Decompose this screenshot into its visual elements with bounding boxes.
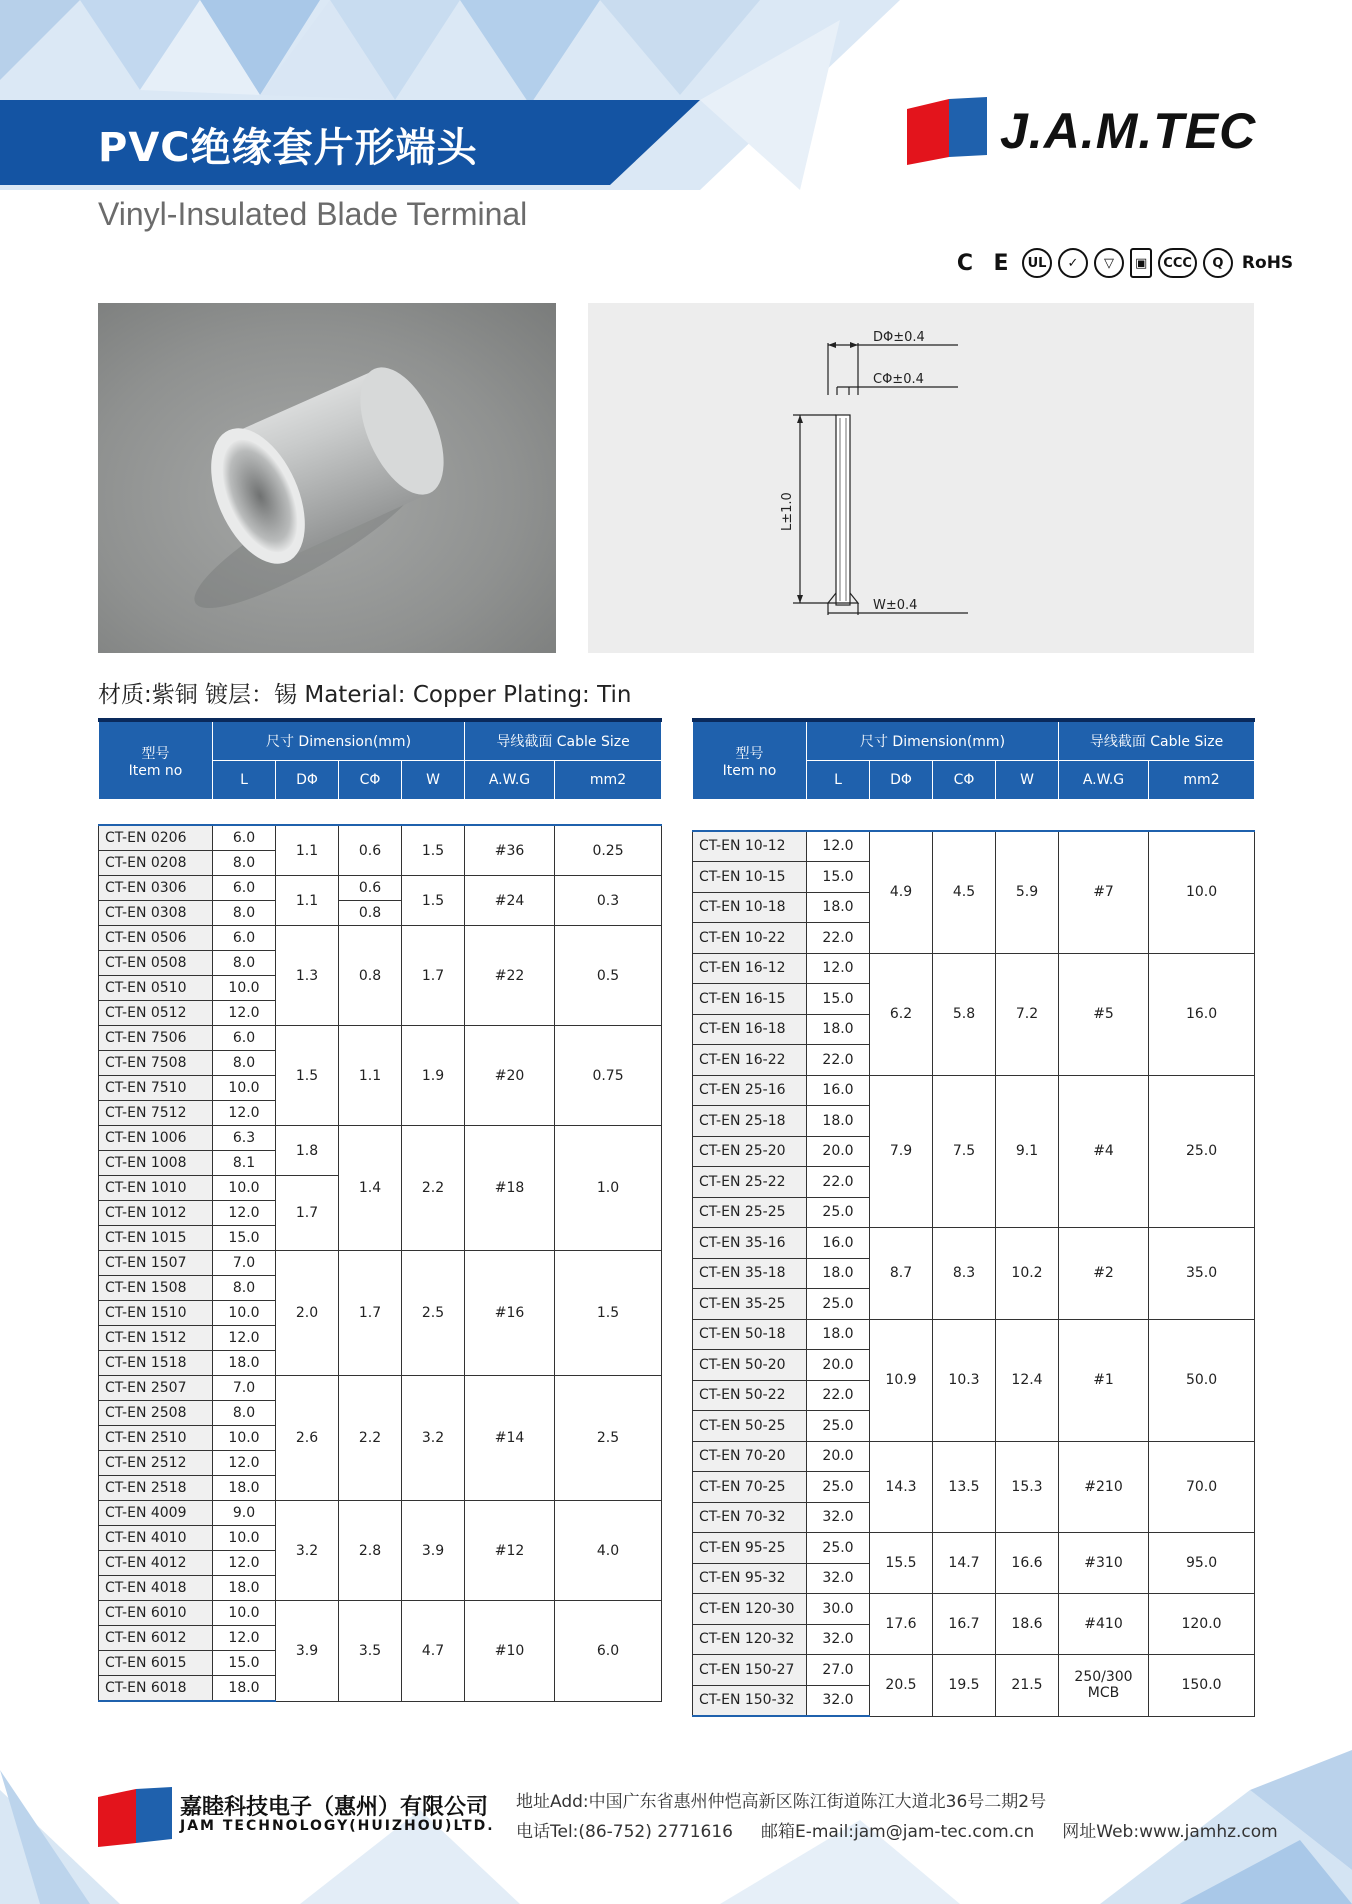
cell-item-no: CT-EN 7508 xyxy=(99,1051,213,1076)
header-item: 型号 Item no xyxy=(99,720,213,800)
cell-c: 1.4 xyxy=(339,1126,402,1251)
cell-l: 12.0 xyxy=(213,1451,276,1476)
cell-d: 2.6 xyxy=(276,1376,339,1501)
cell-l: 6.0 xyxy=(213,926,276,951)
table-row xyxy=(693,953,1255,984)
cell-c: 14.7 xyxy=(933,1533,996,1594)
cell-mm2: 16.0 xyxy=(1149,953,1255,1075)
cell-d: 15.5 xyxy=(870,1533,933,1594)
cell-w: 5.9 xyxy=(996,831,1059,954)
cell-l: 12.0 xyxy=(807,953,870,984)
cell-l: 10.0 xyxy=(213,1601,276,1626)
cell-c: 10.3 xyxy=(933,1319,996,1441)
cell-item-no: CT-EN 6012 xyxy=(99,1626,213,1651)
cell-c: 16.7 xyxy=(933,1594,996,1655)
cell-l: 8.0 xyxy=(213,1276,276,1301)
company-web[interactable]: 网址Web:www.jamhz.com xyxy=(1062,1822,1278,1842)
cert-mark-icon: ▣ xyxy=(1130,248,1152,278)
cell-c: 0.6 xyxy=(339,825,402,876)
cell-item-no: CT-EN 1015 xyxy=(99,1226,213,1251)
cell-l: 25.0 xyxy=(807,1533,870,1564)
table-row xyxy=(693,1655,1255,1686)
header-d: DΦ xyxy=(870,761,933,800)
cell-d: 6.2 xyxy=(870,953,933,1075)
cell-item-no: CT-EN 50-20 xyxy=(693,1350,807,1381)
cell-mm2: 0.3 xyxy=(555,876,662,926)
cell-mm2: 50.0 xyxy=(1149,1319,1255,1441)
cell-l: 10.0 xyxy=(213,1076,276,1101)
cell-item-no: CT-EN 70-20 xyxy=(693,1441,807,1472)
cell-awg: #36 xyxy=(465,825,555,876)
cell-item-no: CT-EN 0208 xyxy=(99,851,213,876)
cell-l: 10.0 xyxy=(213,1176,276,1201)
cell-item-no: CT-EN 4012 xyxy=(99,1551,213,1576)
cell-awg: #16 xyxy=(465,1251,555,1376)
cell-l: 10.0 xyxy=(213,976,276,1001)
cell-item-no: CT-EN 2510 xyxy=(99,1426,213,1451)
cell-item-no: CT-EN 0206 xyxy=(99,825,213,851)
cell-awg: #210 xyxy=(1059,1441,1149,1533)
table-row xyxy=(99,1126,662,1151)
cell-l: 16.0 xyxy=(807,1075,870,1106)
spec-table-left-body xyxy=(99,800,662,1702)
cell-c: 0.8 xyxy=(339,901,402,926)
cell-item-no: CT-EN 35-16 xyxy=(693,1228,807,1259)
cell-item-no: CT-EN 0306 xyxy=(99,876,213,901)
header-awg: A.W.G xyxy=(465,761,555,800)
cell-item-no: CT-EN 1008 xyxy=(99,1151,213,1176)
cell-d: 4.9 xyxy=(870,831,933,954)
cell-w: 10.2 xyxy=(996,1228,1059,1320)
cell-l: 27.0 xyxy=(807,1655,870,1686)
cell-w: 9.1 xyxy=(996,1075,1059,1228)
cell-l: 22.0 xyxy=(807,1380,870,1411)
cell-l: 20.0 xyxy=(807,1136,870,1167)
cell-l: 30.0 xyxy=(807,1594,870,1625)
table-row xyxy=(693,1594,1255,1625)
cell-l: 10.0 xyxy=(213,1526,276,1551)
cell-mm2: 150.0 xyxy=(1149,1655,1255,1717)
cell-item-no: CT-EN 7512 xyxy=(99,1101,213,1126)
cell-item-no: CT-EN 0510 xyxy=(99,976,213,1001)
cell-mm2: 1.0 xyxy=(555,1126,662,1251)
company-tel: 电话Tel:(86-752) 2771616 xyxy=(516,1822,733,1842)
cell-awg: 250/300 MCB xyxy=(1059,1655,1149,1717)
cell-l: 25.0 xyxy=(807,1197,870,1228)
label-l: L±1.0 xyxy=(780,492,795,531)
cell-item-no: CT-EN 6018 xyxy=(99,1676,213,1702)
cell-l: 18.0 xyxy=(807,1106,870,1137)
cell-l: 15.0 xyxy=(213,1226,276,1251)
cell-l: 18.0 xyxy=(213,1576,276,1601)
cell-awg: #7 xyxy=(1059,831,1149,954)
company-contacts xyxy=(516,1817,1278,1842)
cell-awg: #2 xyxy=(1059,1228,1149,1320)
cell-item-no: CT-EN 10-22 xyxy=(693,923,807,954)
cell-item-no: CT-EN 4010 xyxy=(99,1526,213,1551)
cell-w: 2.5 xyxy=(402,1251,465,1376)
header-w: W xyxy=(402,761,465,800)
cell-mm2: 0.5 xyxy=(555,926,662,1026)
cell-item-no: CT-EN 16-15 xyxy=(693,984,807,1015)
header-w: W xyxy=(996,761,1059,800)
cell-awg: #24 xyxy=(465,876,555,926)
cell-mm2: 70.0 xyxy=(1149,1441,1255,1533)
cell-item-no: CT-EN 10-12 xyxy=(693,831,807,862)
cell-l: 12.0 xyxy=(213,1201,276,1226)
rohs-icon: RoHS xyxy=(1241,253,1294,273)
cell-item-no: CT-EN 25-20 xyxy=(693,1136,807,1167)
cell-item-no: CT-EN 70-32 xyxy=(693,1502,807,1533)
cell-item-no: CT-EN 120-30 xyxy=(693,1594,807,1625)
cell-d: 2.0 xyxy=(276,1251,339,1376)
cell-c: 7.5 xyxy=(933,1075,996,1228)
spec-table-left xyxy=(98,718,662,1702)
cell-d: 1.5 xyxy=(276,1026,339,1126)
cell-awg: #4 xyxy=(1059,1075,1149,1228)
cell-c: 1.1 xyxy=(339,1026,402,1126)
cell-l: 7.0 xyxy=(213,1251,276,1276)
cell-mm2: 95.0 xyxy=(1149,1533,1255,1594)
cell-item-no: CT-EN 0506 xyxy=(99,926,213,951)
cell-item-no: CT-EN 10-18 xyxy=(693,892,807,923)
cell-l: 32.0 xyxy=(807,1502,870,1533)
cell-item-no: CT-EN 1006 xyxy=(99,1126,213,1151)
header-mm2: mm2 xyxy=(1149,761,1255,800)
table-row xyxy=(99,926,662,951)
cell-c: 13.5 xyxy=(933,1441,996,1533)
cell-awg: #20 xyxy=(465,1026,555,1126)
certification-marks xyxy=(950,245,1296,281)
cell-w: 18.6 xyxy=(996,1594,1059,1655)
cell-w: 16.6 xyxy=(996,1533,1059,1594)
cell-d: 8.7 xyxy=(870,1228,933,1320)
cell-item-no: CT-EN 50-18 xyxy=(693,1319,807,1350)
cell-l: 8.0 xyxy=(213,1401,276,1426)
cell-l: 20.0 xyxy=(807,1350,870,1381)
cell-l: 8.1 xyxy=(213,1151,276,1176)
cell-l: 25.0 xyxy=(807,1289,870,1320)
table-row xyxy=(99,1601,662,1626)
cell-d: 1.3 xyxy=(276,926,339,1026)
cell-l: 18.0 xyxy=(807,1319,870,1350)
cell-item-no: CT-EN 7510 xyxy=(99,1076,213,1101)
cell-mm2: 10.0 xyxy=(1149,831,1255,954)
cell-d: 3.2 xyxy=(276,1501,339,1601)
cell-w: 7.2 xyxy=(996,953,1059,1075)
cell-item-no: CT-EN 6010 xyxy=(99,1601,213,1626)
cell-item-no: CT-EN 120-32 xyxy=(693,1624,807,1655)
footer-logo-mark xyxy=(98,1787,174,1847)
cell-item-no: CT-EN 2507 xyxy=(99,1376,213,1401)
cell-item-no: CT-EN 1518 xyxy=(99,1351,213,1376)
cell-d: 20.5 xyxy=(870,1655,933,1717)
cell-mm2: 2.5 xyxy=(555,1376,662,1501)
page-subtitle: Vinyl-Insulated Blade Terminal xyxy=(98,196,528,232)
cell-awg: #1 xyxy=(1059,1319,1149,1441)
cell-item-no: CT-EN 1510 xyxy=(99,1301,213,1326)
product-photo xyxy=(98,303,556,653)
cell-l: 15.0 xyxy=(807,862,870,893)
cell-item-no: CT-EN 6015 xyxy=(99,1651,213,1676)
cell-l: 32.0 xyxy=(807,1685,870,1716)
cell-l: 10.0 xyxy=(213,1426,276,1451)
cell-l: 15.0 xyxy=(807,984,870,1015)
cell-item-no: CT-EN 1507 xyxy=(99,1251,213,1276)
cell-item-no: CT-EN 35-18 xyxy=(693,1258,807,1289)
cell-l: 9.0 xyxy=(213,1501,276,1526)
cell-l: 18.0 xyxy=(213,1351,276,1376)
table-row xyxy=(693,1533,1255,1564)
header-dimension: 尺寸 Dimension(mm) xyxy=(213,720,465,761)
cell-awg: #22 xyxy=(465,926,555,1026)
cell-item-no: CT-EN 0512 xyxy=(99,1001,213,1026)
cell-c: 2.2 xyxy=(339,1376,402,1501)
cell-item-no: CT-EN 16-22 xyxy=(693,1045,807,1076)
cell-l: 22.0 xyxy=(807,923,870,954)
cell-mm2: 120.0 xyxy=(1149,1594,1255,1655)
dimension-drawing xyxy=(588,303,1254,653)
cell-item-no: CT-EN 1512 xyxy=(99,1326,213,1351)
cell-l: 8.0 xyxy=(213,1051,276,1076)
company-name-en: JAM TECHNOLOGY(HUIZHOU)LTD. xyxy=(180,1818,495,1834)
cell-awg: #18 xyxy=(465,1126,555,1251)
table-row xyxy=(693,1319,1255,1350)
table-row xyxy=(99,1376,662,1401)
cell-l: 6.0 xyxy=(213,825,276,851)
cell-w: 21.5 xyxy=(996,1655,1059,1717)
cell-l: 18.0 xyxy=(807,1014,870,1045)
label-d: DΦ±0.4 xyxy=(873,330,925,345)
cell-l: 12.0 xyxy=(213,1001,276,1026)
cell-l: 8.0 xyxy=(213,951,276,976)
header-d: DΦ xyxy=(276,761,339,800)
header-c: CΦ xyxy=(933,761,996,800)
q-mark-icon: Q xyxy=(1203,248,1233,278)
cell-l: 32.0 xyxy=(807,1624,870,1655)
cell-w: 4.7 xyxy=(402,1601,465,1702)
cell-w: 3.2 xyxy=(402,1376,465,1501)
cell-d: 10.9 xyxy=(870,1319,933,1441)
cell-l: 12.0 xyxy=(213,1551,276,1576)
cell-l: 16.0 xyxy=(807,1228,870,1259)
cell-l: 12.0 xyxy=(213,1626,276,1651)
cell-l: 12.0 xyxy=(807,831,870,862)
cert-mark-icon: ▽ xyxy=(1094,248,1124,278)
cell-d: 3.9 xyxy=(276,1601,339,1702)
table-row xyxy=(99,825,662,851)
cell-d: 1.8 xyxy=(276,1126,339,1176)
header-l: L xyxy=(213,761,276,800)
cell-l: 7.0 xyxy=(213,1376,276,1401)
material-spec: 材质:紫铜 镀层：锡 Material: Copper Plating: Tin xyxy=(98,682,632,708)
company-name-cn: 嘉睦科技电子（惠州）有限公司 xyxy=(180,1795,489,1820)
company-email[interactable]: 邮箱E-mail:jam@jam-tec.com.cn xyxy=(761,1822,1035,1842)
label-c: CΦ±0.4 xyxy=(873,372,924,387)
cell-mm2: 35.0 xyxy=(1149,1228,1255,1320)
cell-awg: #10 xyxy=(465,1601,555,1702)
cell-item-no: CT-EN 50-25 xyxy=(693,1411,807,1442)
cell-c: 19.5 xyxy=(933,1655,996,1717)
cell-l: 6.0 xyxy=(213,876,276,901)
cell-w: 12.4 xyxy=(996,1319,1059,1441)
cell-l: 8.0 xyxy=(213,901,276,926)
cell-item-no: CT-EN 25-22 xyxy=(693,1167,807,1198)
cell-item-no: CT-EN 2512 xyxy=(99,1451,213,1476)
cell-w: 1.5 xyxy=(402,876,465,926)
cell-l: 18.0 xyxy=(213,1476,276,1501)
cell-item-no: CT-EN 2508 xyxy=(99,1401,213,1426)
page-title: PVC绝缘套片形端头 xyxy=(98,125,478,171)
brand-name: J.A.M.TEC xyxy=(1000,103,1257,159)
cell-item-no: CT-EN 95-32 xyxy=(693,1563,807,1594)
cell-c: 4.5 xyxy=(933,831,996,954)
cell-d: 1.1 xyxy=(276,825,339,876)
cell-l: 18.0 xyxy=(807,1258,870,1289)
cell-item-no: CT-EN 4018 xyxy=(99,1576,213,1601)
cell-awg: #410 xyxy=(1059,1594,1149,1655)
table-row xyxy=(99,1026,662,1051)
cell-l: 6.3 xyxy=(213,1126,276,1151)
cell-mm2: 0.25 xyxy=(555,825,662,876)
cell-w: 2.2 xyxy=(402,1126,465,1251)
cell-c: 1.7 xyxy=(339,1251,402,1376)
cell-l: 12.0 xyxy=(213,1101,276,1126)
header-cable-size: 导线截面 Cable Size xyxy=(465,720,662,761)
cell-item-no: CT-EN 1508 xyxy=(99,1276,213,1301)
header-c: CΦ xyxy=(339,761,402,800)
cell-c: 3.5 xyxy=(339,1601,402,1702)
cell-item-no: CT-EN 150-32 xyxy=(693,1685,807,1716)
cell-l: 32.0 xyxy=(807,1563,870,1594)
table-row xyxy=(693,831,1255,862)
cell-item-no: CT-EN 10-15 xyxy=(693,862,807,893)
cell-item-no: CT-EN 1012 xyxy=(99,1201,213,1226)
cert-mark-icon: ✓ xyxy=(1058,248,1088,278)
cell-item-no: CT-EN 70-25 xyxy=(693,1472,807,1503)
cell-item-no: CT-EN 16-18 xyxy=(693,1014,807,1045)
cell-item-no: CT-EN 0308 xyxy=(99,901,213,926)
cell-mm2: 0.75 xyxy=(555,1026,662,1126)
cell-item-no: CT-EN 50-22 xyxy=(693,1380,807,1411)
cell-l: 10.0 xyxy=(213,1301,276,1326)
cell-w: 1.5 xyxy=(402,825,465,876)
table-row xyxy=(693,1228,1255,1259)
ce-c-icon: C xyxy=(956,250,974,276)
header-l: L xyxy=(807,761,870,800)
header-cable-size: 导线截面 Cable Size xyxy=(1059,720,1255,761)
cell-l: 18.0 xyxy=(807,892,870,923)
cell-item-no: CT-EN 150-27 xyxy=(693,1655,807,1686)
cell-item-no: CT-EN 25-16 xyxy=(693,1075,807,1106)
cell-item-no: CT-EN 4009 xyxy=(99,1501,213,1526)
cell-item-no: CT-EN 95-25 xyxy=(693,1533,807,1564)
cell-l: 20.0 xyxy=(807,1441,870,1472)
cell-mm2: 1.5 xyxy=(555,1251,662,1376)
cell-mm2: 25.0 xyxy=(1149,1075,1255,1228)
spec-table-right xyxy=(692,718,1255,1717)
cell-l: 6.0 xyxy=(213,1026,276,1051)
cell-l: 15.0 xyxy=(213,1651,276,1676)
table-row xyxy=(99,1501,662,1526)
table-row xyxy=(693,1441,1255,1472)
ce-e-icon: E xyxy=(993,250,1009,276)
cell-awg: #310 xyxy=(1059,1533,1149,1594)
cell-mm2: 4.0 xyxy=(555,1501,662,1601)
cell-item-no: CT-EN 2518 xyxy=(99,1476,213,1501)
header-mm2: mm2 xyxy=(555,761,662,800)
table-row xyxy=(99,876,662,901)
cell-item-no: CT-EN 7506 xyxy=(99,1026,213,1051)
cell-d: 14.3 xyxy=(870,1441,933,1533)
cell-c: 0.8 xyxy=(339,926,402,1026)
cell-c: 2.8 xyxy=(339,1501,402,1601)
ul-icon: UL xyxy=(1022,248,1052,278)
cell-awg: #14 xyxy=(465,1376,555,1501)
cell-d: 1.7 xyxy=(276,1176,339,1251)
cell-d: 17.6 xyxy=(870,1594,933,1655)
label-w: W±0.4 xyxy=(873,598,918,613)
header-dimension: 尺寸 Dimension(mm) xyxy=(807,720,1059,761)
cell-l: 22.0 xyxy=(807,1045,870,1076)
cell-awg: #5 xyxy=(1059,953,1149,1075)
spec-table-right-body xyxy=(693,800,1255,1717)
ccc-icon: CCC xyxy=(1158,248,1197,278)
cell-item-no: CT-EN 35-25 xyxy=(693,1289,807,1320)
cell-d: 1.1 xyxy=(276,876,339,926)
cell-item-no: CT-EN 1010 xyxy=(99,1176,213,1201)
cell-l: 25.0 xyxy=(807,1411,870,1442)
cell-w: 1.9 xyxy=(402,1026,465,1126)
cell-l: 8.0 xyxy=(213,851,276,876)
cell-item-no: CT-EN 25-18 xyxy=(693,1106,807,1137)
cell-awg: #12 xyxy=(465,1501,555,1601)
company-address: 地址Add:中国广东省惠州仲恺高新区陈江街道陈江大道北36号二期2号 xyxy=(516,1792,1047,1812)
cell-w: 3.9 xyxy=(402,1501,465,1601)
cell-l: 22.0 xyxy=(807,1167,870,1198)
cell-l: 12.0 xyxy=(213,1326,276,1351)
cell-item-no: CT-EN 16-12 xyxy=(693,953,807,984)
cell-item-no: CT-EN 25-25 xyxy=(693,1197,807,1228)
cell-c: 5.8 xyxy=(933,953,996,1075)
cell-d: 7.9 xyxy=(870,1075,933,1228)
cell-mm2: 6.0 xyxy=(555,1601,662,1702)
cell-c: 8.3 xyxy=(933,1228,996,1320)
cell-l: 18.0 xyxy=(213,1676,276,1702)
header-awg: A.W.G xyxy=(1059,761,1149,800)
cell-w: 15.3 xyxy=(996,1441,1059,1533)
cell-item-no: CT-EN 0508 xyxy=(99,951,213,976)
table-row xyxy=(693,1075,1255,1106)
header-item: 型号 Item no xyxy=(693,720,807,800)
table-row xyxy=(99,1251,662,1276)
cell-l: 25.0 xyxy=(807,1472,870,1503)
cell-c: 0.6 xyxy=(339,876,402,901)
cell-w: 1.7 xyxy=(402,926,465,1026)
